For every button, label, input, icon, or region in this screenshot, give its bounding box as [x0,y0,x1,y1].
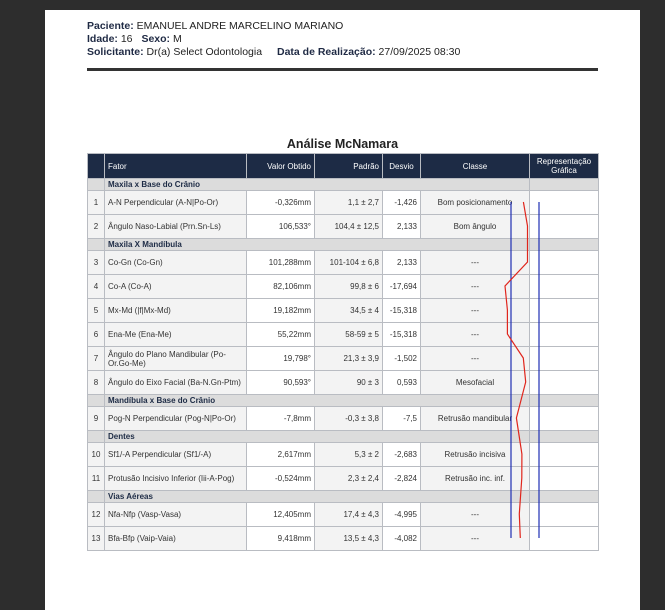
row-desvio: -4,082 [383,527,421,551]
row-valor: 55,22mm [247,323,315,347]
row-classe: Bom ângulo [421,215,530,239]
row-padrao: 1,1 ± 2,7 [315,191,383,215]
patient-header [87,20,460,59]
section-spacer [88,179,105,191]
row-padrao: 17,4 ± 4,3 [315,503,383,527]
row-fator: Protusão Incisivo Inferior (Iii-A-Pog) [105,467,247,491]
table-title: Análise McNamara [286,137,399,151]
row-classe: --- [421,299,530,323]
row-desvio: -1,426 [383,191,421,215]
row-number: 13 [88,527,105,551]
row-valor: 9,418mm [247,527,315,551]
deviation-line [505,202,528,538]
row-valor: 90,593° [247,371,315,395]
row-fator: Ângulo do Plano Mandibular (Po-Or.Go-Me) [105,347,247,371]
row-padrao: 104,4 ± 12,5 [315,215,383,239]
section-title: Mandíbula x Base do Crânio [105,395,530,407]
row-fator: Ângulo do Eixo Facial (Ba-N.Gn-Ptm) [105,371,247,395]
row-valor: 101,288mm [247,251,315,275]
row-number: 5 [88,299,105,323]
row-classe: --- [421,503,530,527]
row-fator: Sf1/-A Perpendicular (Sf1/-A) [105,443,247,467]
section-title: Maxila X Mandíbula [105,239,530,251]
section-title: Dentes [105,431,530,443]
row-padrao: 34,5 ± 4 [315,299,383,323]
row-fator: Co-A (Co-A) [105,275,247,299]
row-valor: 19,798° [247,347,315,371]
col-desvio: Desvio [383,154,421,179]
row-padrao: -0,3 ± 3,8 [315,407,383,431]
requester-line [87,46,460,59]
row-classe: --- [421,527,530,551]
row-valor: -7,8mm [247,407,315,431]
row-number: 4 [88,275,105,299]
row-desvio: -4,995 [383,503,421,527]
row-classe: Retrusão mandibular [421,407,530,431]
row-fator: A-N Perpendicular (A-N|Po-Or) [105,191,247,215]
row-padrao: 90 ± 3 [315,371,383,395]
row-number: 8 [88,371,105,395]
row-valor: 12,405mm [247,503,315,527]
row-number: 7 [88,347,105,371]
graph-overlay [491,178,560,582]
row-fator: Bfa-Bfp (Vaip-Vaia) [105,527,247,551]
row-padrao: 101-104 ± 6,8 [315,251,383,275]
row-desvio: -2,683 [383,443,421,467]
row-desvio: 2,133 [383,215,421,239]
patient-line [87,20,460,33]
section-title: Vias Aéreas [105,491,530,503]
report-page [45,10,640,610]
section-spacer [88,239,105,251]
patient-name: EMANUEL ANDRE MARCELINO MARIANO [136,20,344,32]
section-title: Maxila x Base do Crânio [105,179,530,191]
date-label: Data de Realização: [277,46,376,58]
row-number: 11 [88,467,105,491]
requester-value: Dr(a) Select Odontologia [146,46,263,58]
section-spacer [88,431,105,443]
row-classe: --- [421,323,530,347]
col-fator: Fator [105,154,247,179]
table-header-row [88,154,599,179]
col-padrao: Padrão [315,154,383,179]
col-grafico: Representação Gráfica [530,154,599,179]
row-desvio: -17,694 [383,275,421,299]
row-classe: Mesofacial [421,371,530,395]
row-valor: 19,182mm [247,299,315,323]
row-classe: Bom posicionamento [421,191,530,215]
row-valor: 106,533° [247,215,315,239]
row-valor: 82,106mm [247,275,315,299]
row-fator: Ângulo Naso-Labial (Prn.Sn-Ls) [105,215,247,239]
row-desvio: -15,318 [383,323,421,347]
row-desvio: 0,593 [383,371,421,395]
row-number: 12 [88,503,105,527]
row-classe: Retrusão inc. inf. [421,467,530,491]
row-classe: --- [421,275,530,299]
header-divider [87,68,598,71]
row-padrao: 99,8 ± 6 [315,275,383,299]
section-spacer [88,395,105,407]
row-classe: --- [421,251,530,275]
requester-label: Solicitante: [87,46,144,58]
row-fator: Co-Gn (Co-Gn) [105,251,247,275]
row-fator: Ena-Me (Ena-Me) [105,323,247,347]
section-spacer [88,491,105,503]
row-desvio: -7,5 [383,407,421,431]
row-padrao: 5,3 ± 2 [315,443,383,467]
sex-value: M [172,33,182,45]
row-number: 9 [88,407,105,431]
age-sex-line [87,33,460,46]
row-valor: -0,524mm [247,467,315,491]
age-label: Idade: [87,33,118,45]
row-number: 10 [88,443,105,467]
row-fator: Mx-Md (|f|Mx-Md) [105,299,247,323]
patient-label: Paciente: [87,20,134,32]
row-classe: Retrusão incisiva [421,443,530,467]
age-value: 16 [120,33,133,45]
row-number: 3 [88,251,105,275]
row-desvio: -1,502 [383,347,421,371]
row-padrao: 13,5 ± 4,3 [315,527,383,551]
row-number: 2 [88,215,105,239]
row-desvio: -2,824 [383,467,421,491]
row-padrao: 2,3 ± 2,4 [315,467,383,491]
row-padrao: 21,3 ± 3,9 [315,347,383,371]
row-valor: 2,617mm [247,443,315,467]
row-desvio: 2,133 [383,251,421,275]
sex-label: Sexo: [141,33,171,45]
row-fator: Pog-N Perpendicular (Pog-N|Po-Or) [105,407,247,431]
col-classe: Classe [421,154,530,179]
row-valor: -0,326mm [247,191,315,215]
col-num [88,154,105,179]
row-number: 1 [88,191,105,215]
col-valor: Valor Obtido [247,154,315,179]
row-padrao: 58-59 ± 5 [315,323,383,347]
row-classe: --- [421,347,530,371]
row-fator: Nfa-Nfp (Vasp-Vasa) [105,503,247,527]
row-number: 6 [88,323,105,347]
date-value: 27/09/2025 08:30 [378,46,461,58]
row-desvio: -15,318 [383,299,421,323]
